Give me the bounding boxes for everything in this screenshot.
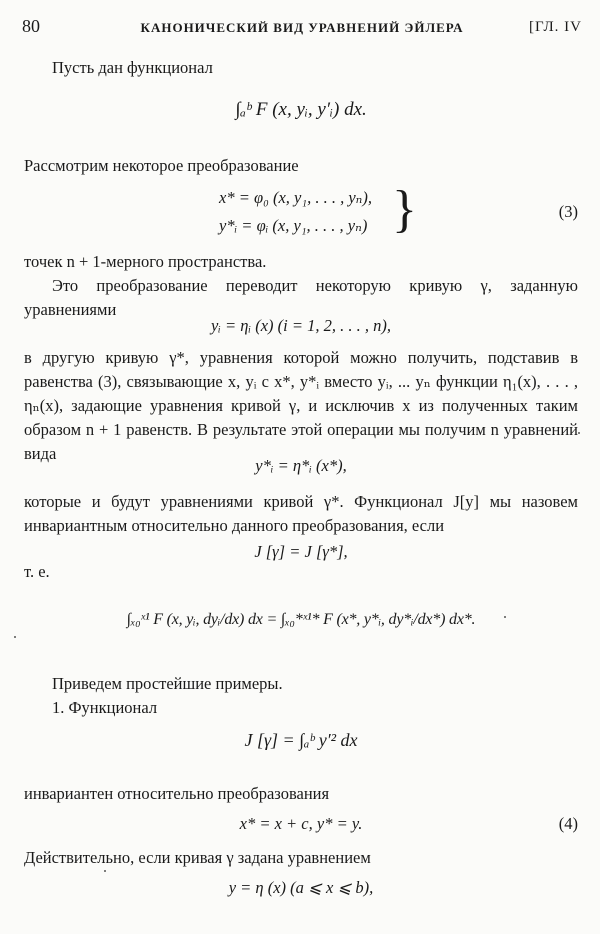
- formula-x-star: x* = φ₀ (x, y₁, . . . , yₙ),: [219, 188, 372, 207]
- paragraph-points-space: точек n + 1-мерного пространства.: [24, 252, 267, 271]
- formula-transformed-equations: y*ᵢ = η*ᵢ (x*),: [255, 456, 347, 475]
- paragraph-functional-given: Пусть дан функционал: [52, 58, 213, 77]
- running-title: КАНОНИЧЕСКИЙ ВИД УРАВНЕНИЙ ЭЙЛЕРА: [140, 20, 464, 35]
- paragraph-curve-gamma: Это преобразование переводит некоторую кривую γ, заданную уравнениями: [24, 276, 578, 319]
- equation-number-4: (4): [558, 814, 578, 833]
- page-number: 80: [22, 16, 40, 36]
- scan-speck: [578, 432, 580, 434]
- running-header: [22, 14, 582, 40]
- paragraph-indeed: Действительно, если кривая γ задана уравнением: [24, 848, 371, 867]
- paragraph-curve-gamma-star: в другую кривую γ*, уравнения которой можно получить, подставив в равенства (3), связывающие x, yᵢ с x*, y*ᵢ вместо yᵢ, ... yₙ функции η₁(x), . . . , ηₙ(x), задающие уравнения кривой γ, и исключив x из полученных таким образом n + 1 равенств. В результате этой операции мы получим n уравнений вида: [24, 348, 578, 463]
- scan-speck: [504, 616, 506, 618]
- paragraph-transformation-intro: Рассмотрим некоторое преобразование: [24, 156, 299, 175]
- chapter-marker: [ГЛ. IV: [528, 19, 582, 35]
- right-brace: }: [392, 181, 417, 238]
- formula-invariance: J [γ] = J [γ*],: [254, 542, 348, 561]
- equation-number-3: (3): [558, 202, 578, 221]
- paragraph-invariance-definition: которые и будут уравнениями кривой γ*. Функционал J[y] мы назовем инвариантным относительно данного преобразования, если: [24, 492, 578, 535]
- paragraph-that-is: т. е.: [24, 562, 50, 581]
- formula-shift-transformation: x* = x + c, y* = y.: [239, 814, 363, 833]
- formula-y-star: y*ᵢ = φᵢ (x, y₁, . . . , yₙ): [219, 216, 368, 235]
- formula-invariance-integrals: ∫ₓ₀ˣ¹ F (x, yᵢ, dyᵢ/dx) dx = ∫ₓ₀*ˣ¹* F (x*, y*ᵢ, dy*ᵢ/dx*) dx*.: [126, 611, 476, 628]
- formula-functional-integral: ∫ₐᵇ F (x, yᵢ, y′ᵢ) dx.: [235, 99, 367, 120]
- formula-curve-equations: yᵢ = ηᵢ (x) (i = 1, 2, . . . , n),: [210, 316, 391, 335]
- scan-speck: [104, 870, 106, 872]
- formula-transformation-system: [24, 182, 578, 242]
- paragraph-example-1: 1. Функционал: [52, 698, 158, 717]
- paragraph-invariant-under: инвариантен относительно преобразования: [24, 784, 330, 803]
- paragraph-examples: Приведем простейшие примеры.: [52, 674, 283, 693]
- scan-speck: [14, 636, 16, 638]
- formula-curve-eta: y = η (x) (a ⩽ x ⩽ b),: [228, 878, 374, 897]
- formula-example-functional: J [γ] = ∫ₐᵇ y′² dx: [244, 730, 358, 750]
